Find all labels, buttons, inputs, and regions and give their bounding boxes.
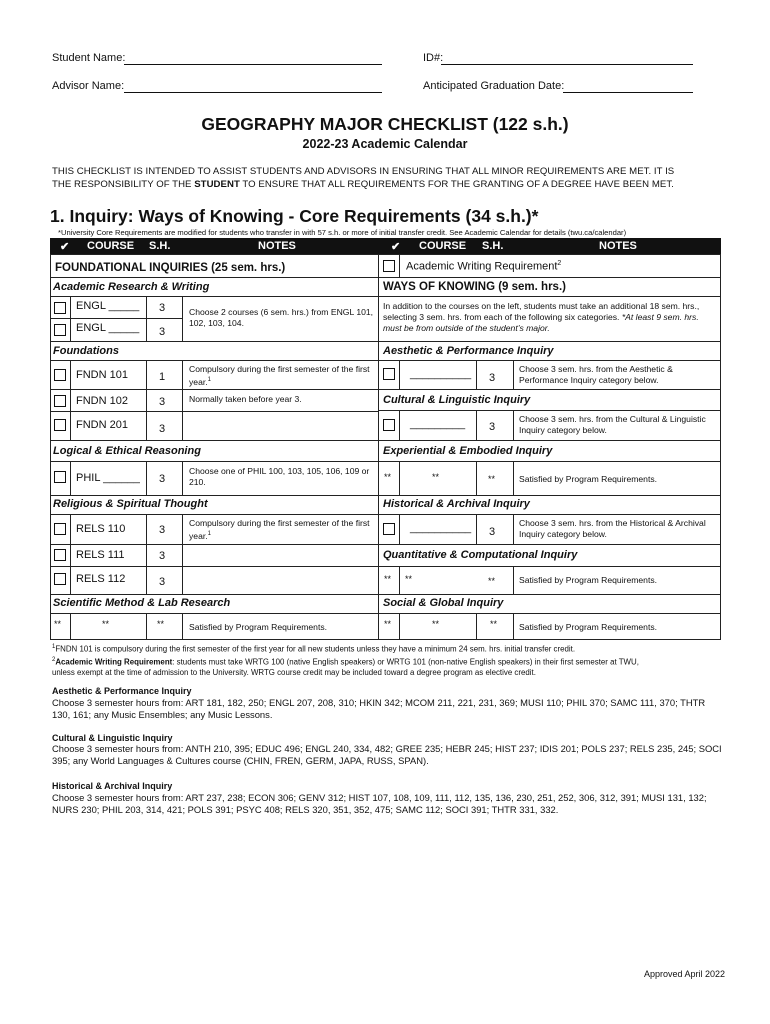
- ways-heading: WAYS OF KNOWING (9 sem. hrs.): [383, 281, 566, 293]
- check-header-icon: ✔: [391, 241, 401, 253]
- fndn201-course: FNDN 201: [76, 419, 128, 431]
- aesthetic-note: Choose 3 sem. hrs. from the Aesthetic & Performance Inquiry category below.: [519, 364, 673, 385]
- footnotes: $^1$FNDN 101 is compulsory during the first semester of the first year for all new students unless they have a minimum 24 sem. hrs. initial transfer credit. $^2$Academic Writing Requirement: students must take WRTG 100 (native English speakers) or WRTG 101 (non-native English speakers) in their first semester at TWU, unless exempt at the time of admission to the University. WRTG course credit may be included toward a degree program as elective credit.: [52, 644, 639, 678]
- historical-note: Choose 3 sem. hrs. from the Historical & Archival Inquiry category below.: [519, 518, 706, 539]
- rels112-course: RELS 112: [76, 573, 126, 585]
- check-header-icon: ✔: [60, 241, 70, 253]
- approval-date: Approved April 2022: [644, 969, 726, 979]
- cultural-sh: 3: [489, 421, 496, 433]
- exp-course-stars: **: [432, 472, 440, 482]
- fndn102-checkbox[interactable]: [54, 395, 66, 407]
- scientific-heading: Scientific Method & Lab Research: [53, 597, 231, 609]
- phil-sh: 3: [159, 473, 166, 485]
- list-body-aesthetic: Choose 3 semester hours from: ART 181, 182, 250; ENGL 207, 208, 310; HKIN 342; MCOM 211, 221, 231, 369; MUSI 110; PHIL 370; SAMC 111, 370; THTR 130, 161; any Music Ensembles; any Music Lessons.: [52, 697, 706, 720]
- aesthetic-heading: Aesthetic & Performance Inquiry: [383, 345, 554, 357]
- list-body-historical: Choose 3 semester hours from: ART 237, 238; ECON 306; GENV 312; HIST 107, 108, 109, 111, 112, 135, 136, 230, 251, 252, 306, 312, 391; MUSI 131, 132; NURS 230; PHIL 203, 314, 421; POLS 391; PSYC 408; RELS 320, 351, 352, 475; SAMC 112; SOCI 391; THTR 331, 332.: [52, 792, 707, 815]
- cultural-note: Choose 3 sem. hrs. from the Cultural & Linguistic Inquiry category below.: [519, 414, 706, 435]
- section-note: *University Core Requirements are modified for students who transfer in with 57 s.h. or more of initial transfer credit. See Academic Calendar for details (twu.ca/calendar): [58, 228, 627, 237]
- rels110-course: RELS 110: [76, 523, 126, 535]
- religious-heading: Religious & Spiritual Thought: [53, 498, 208, 510]
- cultural-course-blank[interactable]: _________: [410, 418, 466, 430]
- engl2-checkbox[interactable]: [54, 324, 66, 336]
- engl-note: Choose 2 courses (6 sem. hrs.) from ENGL 101, 102, 103, 104.: [189, 307, 374, 328]
- awr-label: Academic Writing Requirement$^2$: [406, 260, 562, 273]
- soc-sh-stars: **: [490, 619, 498, 629]
- rels112-checkbox[interactable]: [54, 573, 66, 585]
- phil-course: PHIL ______: [76, 472, 140, 484]
- aesthetic-course-blank[interactable]: __________: [410, 368, 472, 380]
- list-heading-cultural: Cultural & Linguistic Inquiry: [52, 733, 173, 743]
- table-header: [50, 238, 721, 254]
- fndn102-course: FNDN 102: [76, 395, 128, 407]
- advisor-name-label: Advisor Name:: [52, 80, 125, 92]
- list-heading-aesthetic: Aesthetic & Performance Inquiry: [52, 686, 192, 696]
- rels112-sh: 3: [159, 576, 166, 588]
- phil-note: Choose one of PHIL 100, 103, 105, 106, 109 or 210.: [189, 466, 370, 487]
- engl1-checkbox[interactable]: [54, 302, 66, 314]
- rels110-sh: 3: [159, 524, 166, 536]
- sci-sh-stars: **: [157, 619, 165, 629]
- historical-heading: Historical & Archival Inquiry: [383, 498, 530, 510]
- experiential-heading: Experiential & Embodied Inquiry: [383, 445, 553, 457]
- rels110-checkbox[interactable]: [54, 523, 66, 535]
- exp-note: Satisfied by Program Requirements.: [519, 474, 658, 484]
- exp-check-stars: **: [384, 472, 392, 482]
- phil-checkbox[interactable]: [54, 471, 66, 483]
- course-header: COURSE: [87, 240, 135, 252]
- aesthetic-checkbox[interactable]: [383, 368, 395, 380]
- soc-course-stars: **: [432, 619, 440, 629]
- sh-header: S.H.: [149, 240, 171, 252]
- rels111-sh: 3: [159, 550, 166, 562]
- exp-sh-stars: **: [488, 474, 496, 484]
- rels111-course: RELS 111: [76, 549, 125, 561]
- engl1-course: ENGL _____: [76, 300, 140, 312]
- fndn102-note: Normally taken before year 3.: [189, 394, 302, 404]
- qua-check-stars: **: [384, 574, 392, 584]
- historical-checkbox[interactable]: [383, 523, 395, 535]
- advisor-name-field[interactable]: [124, 79, 382, 93]
- intro-text: THIS CHECKLIST IS INTENDED TO ASSIST STUDENTS AND ADVISORS IN ENSURING THAT ALL MINOR REQUIREMENTS ARE MET. IT IS THE RESPONSIBILITY OF THE STUDENT TO ENSURE THAT ALL REQUIREMENTS FOR THE GRANTING OF A DEGREE HAVE BEEN MET.: [52, 166, 675, 190]
- student-name-label: Student Name:: [52, 52, 126, 64]
- soc-check-stars: **: [384, 619, 392, 629]
- qua-note: Satisfied by Program Requirements.: [519, 575, 658, 585]
- academic-research-heading: Academic Research & Writing: [53, 281, 210, 293]
- fndn101-checkbox[interactable]: [54, 369, 66, 381]
- list-heading-historical: Historical & Archival Inquiry: [52, 781, 173, 791]
- qua-course-stars: **: [405, 574, 413, 584]
- logical-heading: Logical & Ethical Reasoning: [53, 445, 201, 457]
- sci-note: Satisfied by Program Requirements.: [189, 622, 328, 632]
- fndn201-sh: 3: [159, 423, 166, 435]
- rels111-checkbox[interactable]: [54, 549, 66, 561]
- id-field[interactable]: [441, 51, 693, 65]
- fndn102-sh: 3: [159, 396, 166, 408]
- social-heading: Social & Global Inquiry: [383, 597, 504, 609]
- foundational-heading: FOUNDATIONAL INQUIRIES (25 sem. hrs.): [55, 262, 286, 274]
- student-name-field[interactable]: [124, 51, 382, 65]
- fndn101-sh: 1: [159, 371, 166, 383]
- soc-note: Satisfied by Program Requirements.: [519, 622, 658, 632]
- aesthetic-sh: 3: [489, 372, 496, 384]
- ways-note: In addition to the courses on the left, students must take an additional 18 sem. hrs., selecting 3 sem. hrs. from each of the following six categories. *At least 9 sem. hrs. must be from outside of the student’s major.: [383, 301, 700, 333]
- section-title: 1. Inquiry: Ways of Knowing - Core Requirements (34 s.h.)*: [50, 206, 539, 226]
- cultural-checkbox[interactable]: [383, 419, 395, 431]
- graduation-date-label: Anticipated Graduation Date:: [423, 80, 565, 92]
- historical-sh: 3: [489, 526, 496, 538]
- fndn101-note: Compulsory during the first semester of the first year.$^1$: [189, 364, 370, 387]
- sh-header: S.H.: [482, 240, 504, 252]
- rels110-note: Compulsory during the first semester of the first year.$^1$: [189, 518, 370, 541]
- notes-header: NOTES: [599, 240, 637, 252]
- sci-course-stars: **: [102, 619, 110, 629]
- page-subtitle: 2022-23 Academic Calendar: [302, 137, 468, 151]
- sci-check-stars: **: [54, 619, 62, 629]
- cultural-heading: Cultural & Linguistic Inquiry: [383, 394, 531, 406]
- course-header: COURSE: [419, 240, 467, 252]
- quantitative-heading: Quantitative & Computational Inquiry: [383, 549, 578, 561]
- page-title: GEOGRAPHY MAJOR CHECKLIST (122 s.h.): [201, 114, 569, 134]
- notes-header: NOTES: [258, 240, 296, 252]
- engl2-sh: 3: [159, 326, 166, 338]
- graduation-date-field[interactable]: [563, 79, 693, 93]
- fndn201-checkbox[interactable]: [54, 419, 66, 431]
- qua-sh-stars: **: [488, 576, 496, 586]
- id-label: ID#:: [423, 52, 444, 64]
- foundations-heading: Foundations: [53, 345, 119, 357]
- fndn101-course: FNDN 101: [76, 369, 128, 381]
- awr-checkbox[interactable]: [383, 260, 395, 272]
- engl2-course: ENGL _____: [76, 322, 140, 334]
- historical-course-blank[interactable]: __________: [410, 522, 472, 534]
- list-body-cultural: Choose 3 semester hours from: ANTH 210, 395; EDUC 496; ENGL 240, 334, 482; GREE 235; HEBR 245; HIST 237; IDIS 201; POLS 237; RELS 235, 245; SOCI 395; any World Languages & Cultures course (CHIN, FREN, GERM, JAPA, RUSS, SPAN).: [52, 743, 722, 766]
- engl1-sh: 3: [159, 302, 166, 314]
